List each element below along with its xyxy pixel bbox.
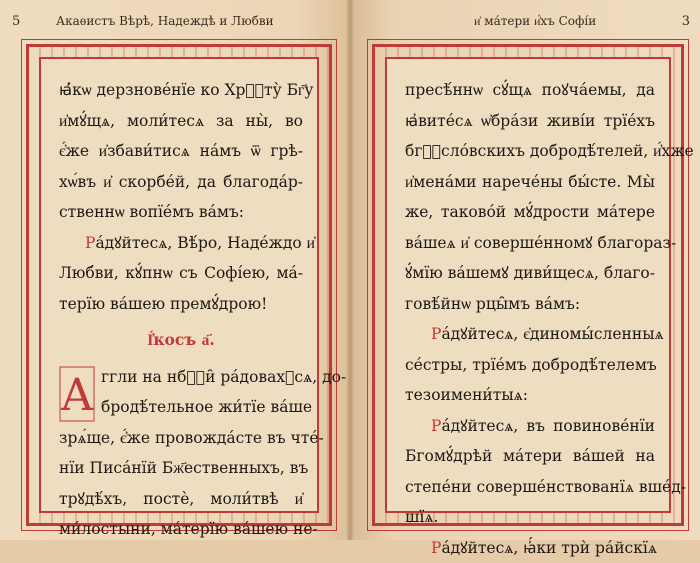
text-line: же, таково́й мꙋ́дрости ма́тере (405, 197, 655, 228)
text-line: нїи Писа́нїй Бж҃ественныхъ, въ (59, 453, 303, 484)
text-line: ꙋ́мїю ва́шемꙋ диви́щесѧ, благо- (405, 258, 655, 289)
text-line: є҆́же и҆збави́тисѧ на́мъ ѿ грѣ- (59, 136, 303, 167)
rejoice-line (59, 228, 303, 259)
ornamental-border-left (26, 44, 332, 526)
text-line: ственнѡ вопїе́мъ ва́мъ: (59, 197, 303, 228)
text-line: трꙋдѣ́хъ, постѐ, моли́твѣ и҆ (59, 484, 303, 515)
text-line: шїѧ. (405, 502, 655, 533)
text-line: говѣ́йнѡ рцы̑мъ ва́мъ: (405, 289, 655, 320)
text-line: бродѣ́тельное жи́тїе ва́ше (59, 392, 303, 423)
text-line: зрѧ́ще, є҆́же провожда́сте въ чте́- (59, 423, 303, 454)
text-line: ва́шеѧ и҆ соверше́нномꙋ благораз- (405, 228, 655, 259)
rejoice-line (405, 411, 655, 442)
text-line: Бгомꙋ́дрѣй ма́тери ва́шей на (405, 441, 655, 472)
text-line: тезоимени́тыѧ: (405, 380, 655, 411)
red-initial: Р (431, 539, 441, 557)
running-header-right: и҆ ма́тери и҆́хъ Софі́и (474, 14, 596, 36)
red-initial: Р (85, 234, 95, 252)
text-line: ꙗ҆вите́сѧ ѡ҆бра́зи живі́и трїе́хъ (405, 106, 655, 137)
text-line: степе́ни соверше́нствованїѧ вше́д- (405, 472, 655, 503)
text-panel-left (39, 57, 319, 513)
dropcap-letter: А (60, 370, 93, 421)
ikos-heading: І҆́косъ а҃. (59, 325, 303, 356)
text-line: ми́лостыни, ма́терїю ва́шею не- (59, 514, 303, 545)
text-fragment: а́дꙋйтесѧ, въ повинове́нїи (441, 417, 655, 435)
text-line: ꙗ҆́кѡ дерзнове́нїе ко Хрⷭ҇ту̀ Бг҃у (59, 75, 303, 106)
text-panel-right (385, 57, 671, 513)
text-line: Люб́ви, кꙋ́пнѡ съ Софі́ею, ма́- (59, 258, 303, 289)
text-line: и҆мꙋ́щѧ, моли́тесѧ за ны̀, во (59, 106, 303, 137)
text-line: терїю ва́шею премꙋ́дрою! (59, 289, 303, 320)
ornamental-border-right (372, 44, 684, 526)
book-gutter (346, 0, 354, 540)
right-page (350, 0, 700, 540)
page-number-left: 5 (12, 14, 20, 29)
text-line: пресѣ́ннѡ сꙋ́щѧ поꙋча́емы, да (405, 75, 655, 106)
red-initial: Р (431, 417, 441, 435)
page-number-right: 3 (682, 14, 690, 29)
text-block-left (59, 75, 303, 501)
text-line: хѡ́въ и҆ скорбе́й, да благода́р- (59, 167, 303, 198)
red-initial: Р (431, 325, 441, 343)
text-line: се́стры, трїе́мъ добродѣ́телемъ (405, 350, 655, 381)
rejoice-line (405, 319, 655, 350)
text-fragment: а́дꙋйтесѧ, ꙗ҆́ки трѝ ра́йскїѧ (441, 539, 657, 557)
rejoice-line (405, 533, 655, 563)
running-header-left: Акаѳистъ Вѣрѣ, Надеждѣ и Любви (56, 14, 274, 36)
text-fragment: а́дꙋйтесѧ, є҆диномы́сленныѧ (441, 325, 663, 343)
text-line: ггли на нбⷭ҇и̑ ра́довахꙋсѧ, до- (59, 362, 303, 393)
left-page (0, 0, 350, 540)
text-line: и҆мена́ми нарече́ны бы́сте. Мы̀ (405, 167, 655, 198)
dropcap-initial (59, 366, 95, 422)
text-fragment: а́дꙋйтесѧ, Вѣ́ро, Наде́ждо и҆ (95, 234, 315, 252)
text-block-right (405, 75, 655, 501)
text-line: бгⷪ҇сло́вскихъ добродѣ́телей, и҆́хже (405, 136, 655, 167)
